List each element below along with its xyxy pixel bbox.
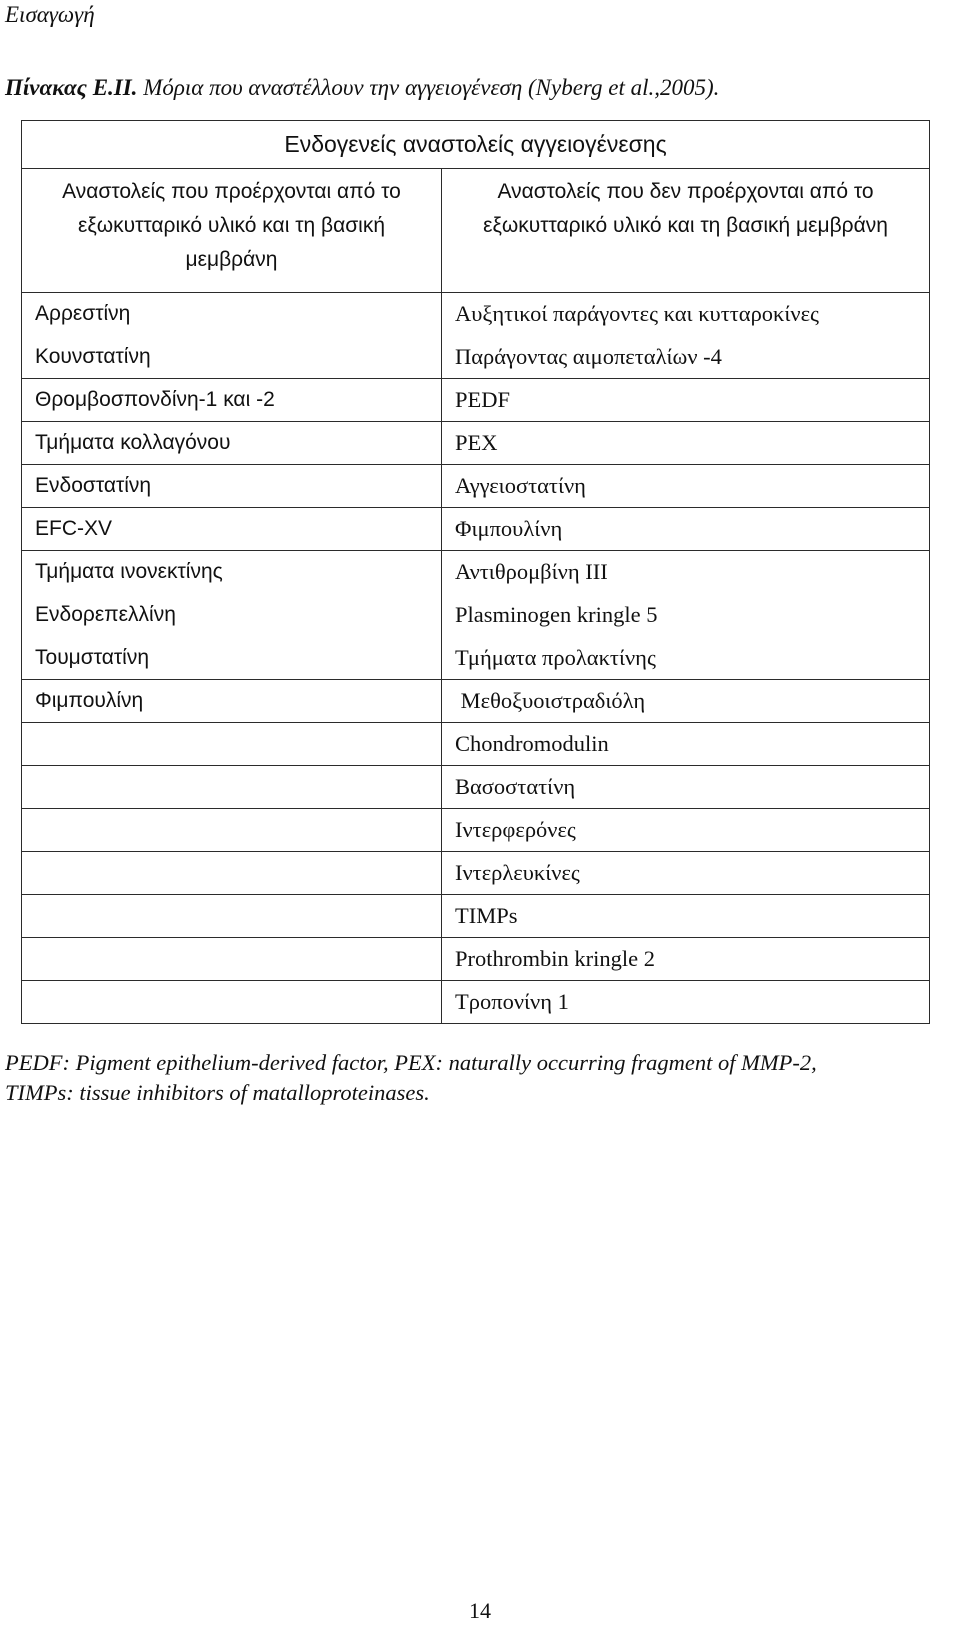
table-row	[22, 680, 930, 723]
cell-ecm-inhibitor: Κουνστατίνη	[22, 336, 442, 379]
cell-ecm-inhibitor	[22, 981, 442, 1024]
cell-ecm-inhibitor	[22, 723, 442, 766]
footnote-line-1: PEDF: Pigment epithelium-derived factor, PEX: naturally occurring fragment of MMP-2,	[5, 1050, 817, 1075]
inhibitors-table-wrapper	[21, 120, 929, 1024]
cell-non-ecm-inhibitor: PEX	[442, 422, 930, 465]
column-header-ecm: Αναστολείς που προέρχονται από το εξωκυτταρικό υλικό και τη βασική μεμβράνη	[22, 169, 442, 293]
cell-non-ecm-inhibitor: Αυξητικοί παράγοντες και κυτταροκίνες	[442, 293, 930, 336]
cell-non-ecm-inhibitor: Τροπονίνη 1	[442, 981, 930, 1024]
table-header-row	[22, 169, 930, 293]
cell-ecm-inhibitor: Αρρεστίνη	[22, 293, 442, 336]
cell-non-ecm-inhibitor: PEDF	[442, 379, 930, 422]
cell-ecm-inhibitor: Φιμπουλίνη	[22, 680, 442, 723]
cell-ecm-inhibitor: Θρομβοσπονδίνη-1 και -2	[22, 379, 442, 422]
table-row	[22, 594, 930, 637]
cell-ecm-inhibitor	[22, 766, 442, 809]
table-row	[22, 422, 930, 465]
table-row	[22, 723, 930, 766]
table-row	[22, 766, 930, 809]
cell-ecm-inhibitor: Τμήματα κολλαγόνου	[22, 422, 442, 465]
page-number: 14	[469, 1598, 491, 1623]
cell-non-ecm-inhibitor: Βασοστατίνη	[442, 766, 930, 809]
table-body	[22, 293, 930, 1024]
section-header: Εισαγωγή	[5, 2, 95, 27]
cell-ecm-inhibitor: EFC-XV	[22, 508, 442, 551]
inhibitors-table	[21, 120, 930, 1024]
cell-ecm-inhibitor: Ενδοστατίνη	[22, 465, 442, 508]
table-caption-text: Μόρια που αναστέλλουν την αγγειογένεση (Nyberg et al.,2005).	[137, 75, 720, 100]
table-caption-label: Πίνακας Ε.ΙΙ.	[5, 75, 138, 100]
cell-non-ecm-inhibitor: Prothrombin kringle 2	[442, 938, 930, 981]
cell-non-ecm-inhibitor: Αγγειοστατίνη	[442, 465, 930, 508]
cell-non-ecm-inhibitor: Αντιθρομβίνη ΙΙΙ	[442, 551, 930, 594]
table-row	[22, 637, 930, 680]
cell-ecm-inhibitor: Τμήματα ινονεκτίνης	[22, 551, 442, 594]
table-row	[22, 336, 930, 379]
table-caption	[5, 73, 719, 103]
cell-ecm-inhibitor	[22, 895, 442, 938]
column-header-non-ecm: Αναστολείς που δεν προέρχονται από το εξωκυτταρικό υλικό και τη βασική μεμβράνη	[442, 169, 930, 293]
table-row	[22, 852, 930, 895]
cell-non-ecm-inhibitor: Ιντερλευκίνες	[442, 852, 930, 895]
cell-non-ecm-inhibitor: Μεθοξυοιστραδιόλη	[442, 680, 930, 723]
table-row	[22, 551, 930, 594]
table-row	[22, 895, 930, 938]
footnote-line-2: TIMPs: tissue inhibitors of matalloproteinases.	[5, 1080, 430, 1105]
cell-non-ecm-inhibitor: Φιμπουλίνη	[442, 508, 930, 551]
cell-non-ecm-inhibitor: Παράγοντας αιμοπεταλίων -4	[442, 336, 930, 379]
cell-non-ecm-inhibitor: TIMPs	[442, 895, 930, 938]
table-footnote	[5, 1048, 955, 1108]
cell-ecm-inhibitor	[22, 938, 442, 981]
cell-non-ecm-inhibitor: Ιντερφερόνες	[442, 809, 930, 852]
table-row	[22, 465, 930, 508]
cell-non-ecm-inhibitor: Chondromodulin	[442, 723, 930, 766]
cell-ecm-inhibitor	[22, 809, 442, 852]
table-title-row	[22, 121, 930, 169]
table-row	[22, 809, 930, 852]
cell-ecm-inhibitor	[22, 852, 442, 895]
table-row	[22, 508, 930, 551]
table-title: Ενδογενείς αναστολείς αγγειογένεσης	[22, 121, 930, 169]
cell-ecm-inhibitor: Τουμστατίνη	[22, 637, 442, 680]
table-row	[22, 981, 930, 1024]
table-row	[22, 938, 930, 981]
cell-non-ecm-inhibitor: Τμήματα προλακτίνης	[442, 637, 930, 680]
table-row	[22, 293, 930, 336]
table-row	[22, 379, 930, 422]
cell-ecm-inhibitor: Ενδορεπελλίνη	[22, 594, 442, 637]
cell-non-ecm-inhibitor: Plasminogen kringle 5	[442, 594, 930, 637]
